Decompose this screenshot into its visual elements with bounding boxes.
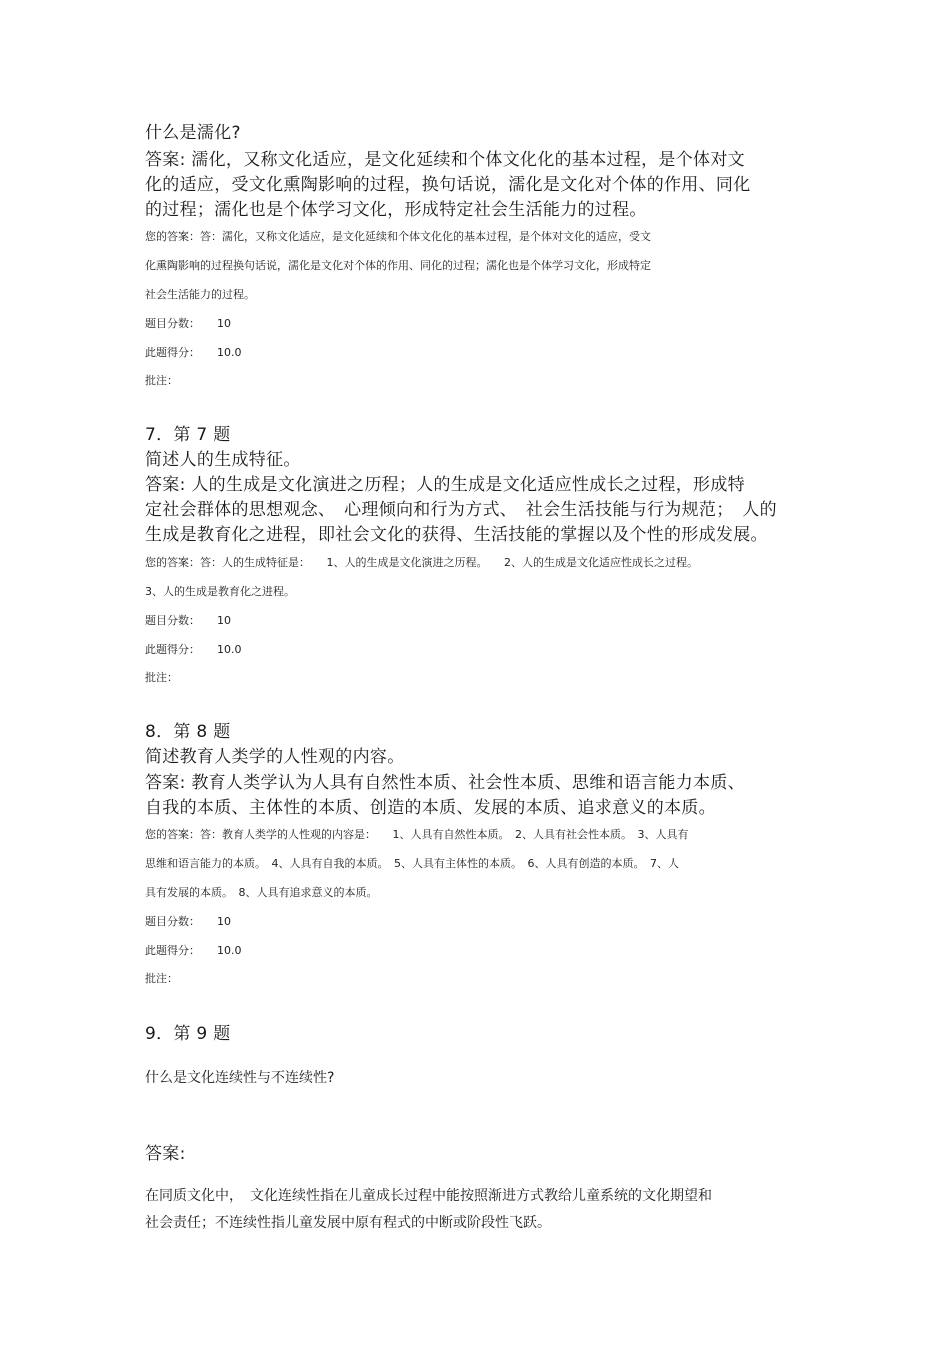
- your-answer-line: 您的答案：答：人的生成特征是： 1、人的生成是文化演进之历程。 2、人的生成是文化适应性成长之过程。: [145, 556, 698, 569]
- score-label: 题目分数：: [145, 317, 200, 330]
- score-row: [145, 315, 231, 331]
- score-label: 题目分数：: [145, 614, 200, 627]
- got-score-value: 10.0: [217, 346, 242, 359]
- question-text: 简述教育人类学的人性观的内容。: [145, 747, 405, 767]
- question-text: 什么是文化连续性与不连续性?: [145, 1070, 335, 1086]
- your-answer-line: 具有发展的本质。 8、人具有追求意义的本质。: [145, 886, 378, 899]
- answer-line: 答案: 人的生成是文化演进之历程；人的生成是文化适应性成长之过程，形成特: [145, 475, 745, 495]
- question-heading: 7．第 7 题: [145, 425, 231, 445]
- got-score-row: [145, 344, 242, 360]
- answer-line: 自我的本质、主体性的本质、创造的本质、发展的本质、追求意义的本质。: [145, 798, 716, 818]
- answer-line: 的过程；濡化也是个体学习文化，形成特定社会生活能力的过程。: [145, 200, 647, 220]
- your-answer-line: 思维和语言能力的本质。 4、人具有自我的本质。 5、人具有主体性的本质。 6、人具有创造的本质。 7、人: [145, 857, 679, 870]
- got-score-value: 10.0: [217, 643, 242, 656]
- got-score-label: 此题得分：: [145, 643, 200, 656]
- question-text: 什么是濡化?: [145, 123, 241, 143]
- comment-label: 批注：: [145, 374, 178, 387]
- your-answer-line: 3、人的生成是教育化之进程。: [145, 585, 295, 598]
- got-score-row: [145, 641, 242, 657]
- answer-label: 答案:: [145, 1144, 186, 1164]
- comment-label: 批注：: [145, 671, 178, 684]
- score-row: [145, 612, 231, 628]
- got-score-label: 此题得分：: [145, 346, 200, 359]
- answer-line: 定社会群体的思想观念、 心理倾向和行为方式、 社会生活技能与行为规范； 人的: [145, 500, 777, 520]
- question-text: 简述人的生成特征。: [145, 450, 301, 470]
- score-value: 10: [217, 614, 231, 627]
- answer-line: 生成是教育化之进程，即社会文化的获得、生活技能的掌握以及个性的形成发展。: [145, 525, 768, 545]
- your-answer-line: 社会生活能力的过程。: [145, 288, 255, 301]
- got-score-label: 此题得分：: [145, 944, 200, 957]
- question-heading: 9．第 9 题: [145, 1024, 231, 1044]
- got-score-row: [145, 942, 242, 958]
- comment-label: 批注：: [145, 972, 178, 985]
- your-answer-line: 您的答案：答：濡化，又称文化适应，是文化延续和个体文化化的基本过程，是个体对文化的适应，受文: [145, 230, 651, 243]
- answer-line: 社会责任；不连续性指儿童发展中原有程式的中断或阶段性飞跃。: [145, 1215, 551, 1231]
- answer-line: 答案: 濡化，又称文化适应，是文化延续和个体文化化的基本过程，是个体对文: [145, 150, 745, 170]
- your-answer-line: 化熏陶影响的过程换句话说，濡化是文化对个体的作用、同化的过程；濡化也是个体学习文化，形成特定: [145, 259, 651, 272]
- answer-line: 化的适应，受文化熏陶影响的过程，换句话说，濡化是文化对个体的作用、同化: [145, 175, 751, 195]
- answer-line: 答案: 教育人类学认为人具有自然性本质、社会性本质、思维和语言能力本质、: [145, 773, 745, 793]
- score-label: 题目分数：: [145, 915, 200, 928]
- your-answer-line: 您的答案：答：教育人类学的人性观的内容是： 1、人具有自然性本质。 2、人具有社会性本质。 3、人具有: [145, 828, 689, 841]
- answer-line: 在同质文化中， 文化连续性指在儿童成长过程中能按照渐进方式教给儿童系统的文化期望和: [145, 1188, 712, 1204]
- got-score-value: 10.0: [217, 944, 242, 957]
- question-heading: 8．第 8 题: [145, 722, 231, 742]
- score-row: [145, 913, 231, 929]
- score-value: 10: [217, 915, 231, 928]
- score-value: 10: [217, 317, 231, 330]
